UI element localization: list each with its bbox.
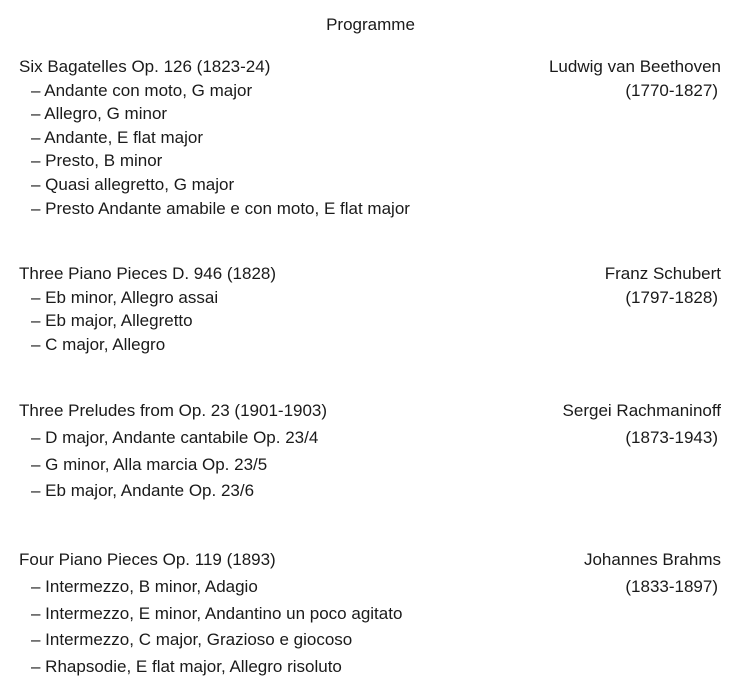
composer-dates: (1797-1828) xyxy=(625,287,718,307)
composer-name: Johannes Brahms xyxy=(583,550,721,569)
movement-item: – Andante con moto, G major xyxy=(31,80,253,100)
movement-item: – Eb major, Andante Op. 23/6 xyxy=(31,481,255,501)
movement-item: – D major, Andante cantabile Op. 23/4 xyxy=(31,427,319,447)
composer-dates: (1833-1897) xyxy=(625,576,718,596)
movement-item: – Presto Andante amabile e con moto, E flat major xyxy=(31,198,410,218)
work-title: Three Piano Pieces D. 946 (1828) xyxy=(19,264,277,283)
movement-item: – Allegro, G minor xyxy=(31,104,168,124)
composer-name: Ludwig van Beethoven xyxy=(548,57,721,76)
movement-item: – C major, Allegro xyxy=(31,334,166,354)
movement-item: – G minor, Alla marcia Op. 23/5 xyxy=(31,454,268,474)
movement-item: – Intermezzo, B minor, Adagio xyxy=(31,576,258,596)
composer-name: Sergei Rachmaninoff xyxy=(562,401,721,420)
composer-name: Franz Schubert xyxy=(604,264,721,283)
movement-item: – Andante, E flat major xyxy=(31,127,203,147)
movement-item: – Quasi allegretto, G major xyxy=(31,174,235,194)
movement-item: – Intermezzo, C major, Grazioso e giocoso xyxy=(31,630,353,650)
work-rachmaninoff xyxy=(19,398,721,505)
work-title: Four Piano Pieces Op. 119 (1893) xyxy=(19,550,276,569)
work-title: Three Preludes from Op. 23 (1901-1903) xyxy=(19,401,328,420)
work-brahms xyxy=(19,547,721,681)
movement-item: – Eb major, Allegretto xyxy=(31,311,193,331)
work-title: Six Bagatelles Op. 126 (1823-24) xyxy=(19,57,271,76)
movement-item: – Rhapsodie, E flat major, Allegro risoluto xyxy=(31,657,342,677)
work-schubert xyxy=(19,262,721,356)
page-title: Programme xyxy=(326,15,415,34)
composer-dates: (1770-1827) xyxy=(625,80,718,100)
movement-item: – Intermezzo, E minor, Andantino un poco agitato xyxy=(31,603,403,623)
movement-item: – Presto, B minor xyxy=(31,151,163,171)
composer-dates: (1873-1943) xyxy=(625,427,718,447)
work-beethoven xyxy=(19,55,721,220)
movement-item: – Eb minor, Allegro assai xyxy=(31,287,219,307)
